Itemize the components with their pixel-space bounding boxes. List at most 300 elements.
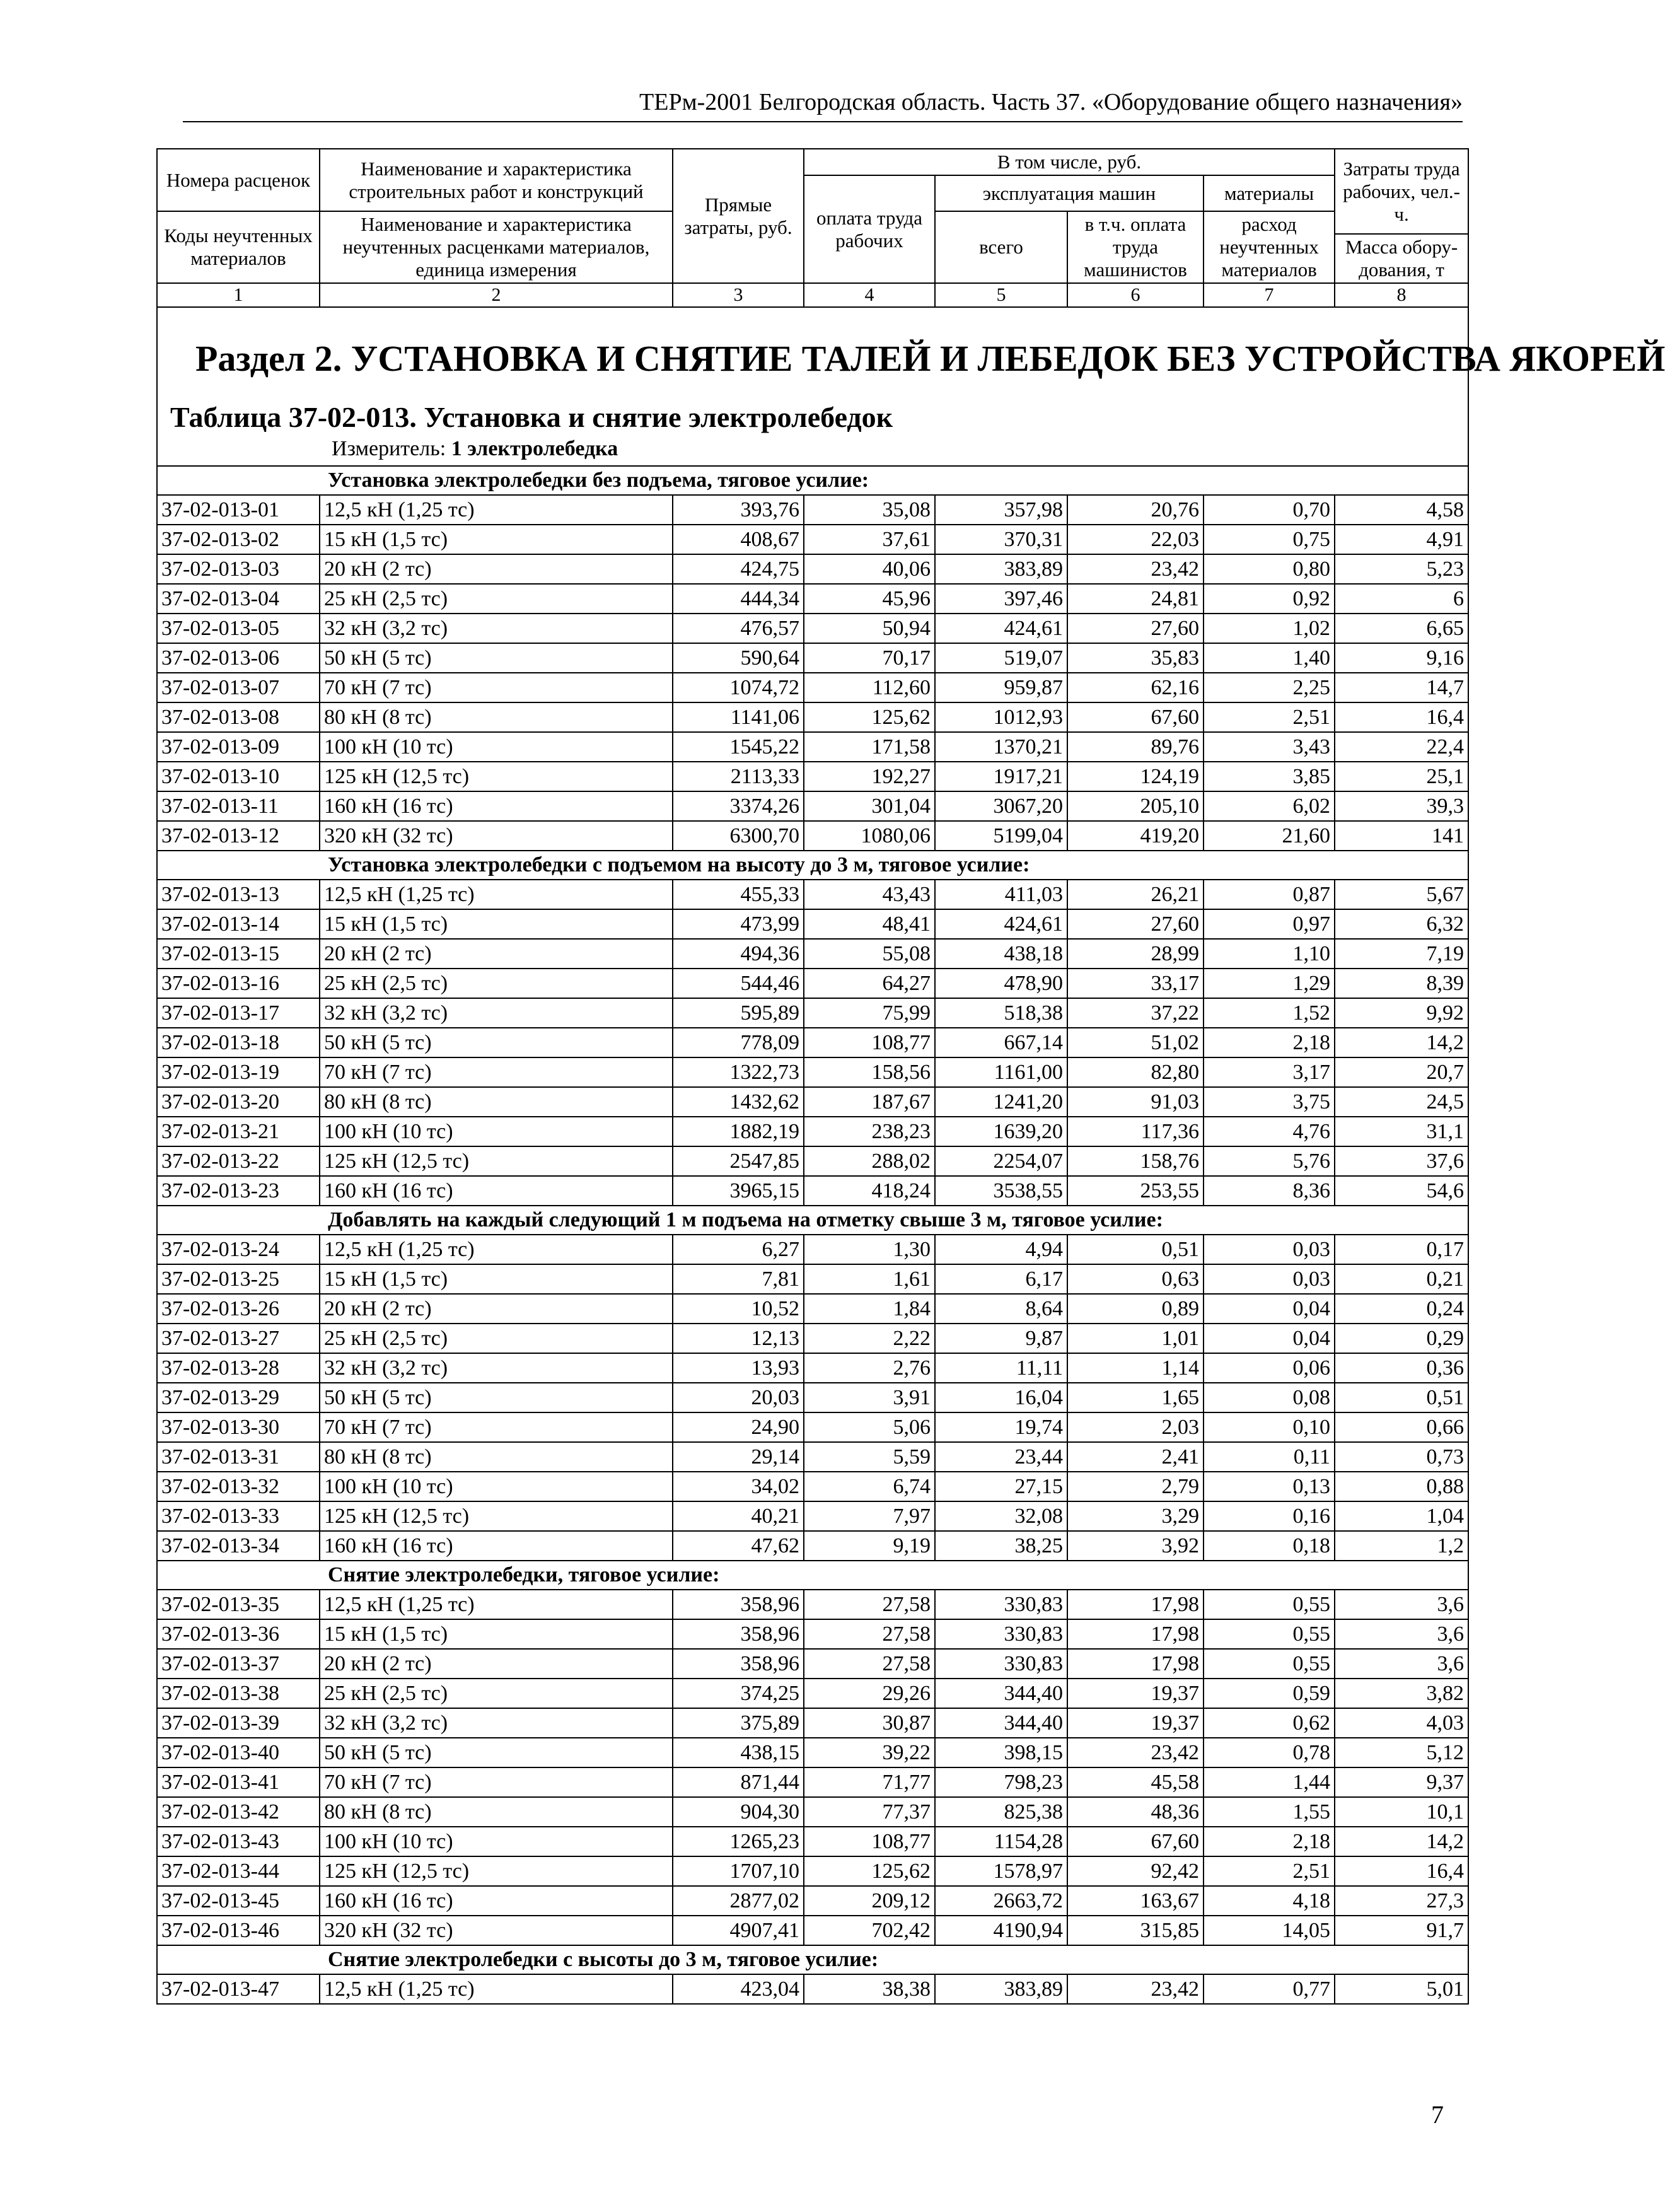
work-name-cell: 15 кН (1,5 тс) xyxy=(320,1264,673,1294)
equipment-mass-cell: 6,32 xyxy=(1335,909,1468,939)
workers-pay-cell: 1080,06 xyxy=(804,821,935,851)
workers-pay-cell: 75,99 xyxy=(804,998,935,1028)
machinists-pay-cell: 19,37 xyxy=(1067,1708,1204,1738)
direct-costs-cell: 408,67 xyxy=(673,525,804,554)
equipment-mass-cell: 6,65 xyxy=(1335,614,1468,643)
rate-code-cell: 37-02-013-04 xyxy=(157,584,320,614)
direct-costs-cell: 1322,73 xyxy=(673,1057,804,1087)
labor-costs-cell: 0,04 xyxy=(1204,1294,1335,1324)
rate-code-cell: 37-02-013-35 xyxy=(157,1590,320,1619)
machine-total-cell: 1917,21 xyxy=(935,762,1067,791)
rate-code-cell: 37-02-013-02 xyxy=(157,525,320,554)
rate-code-cell: 37-02-013-43 xyxy=(157,1827,320,1856)
workers-pay-cell: 50,94 xyxy=(804,614,935,643)
machine-total-cell: 959,87 xyxy=(935,673,1067,702)
direct-costs-cell: 393,76 xyxy=(673,495,804,525)
machine-total-cell: 19,74 xyxy=(935,1412,1067,1442)
work-name-cell: 12,5 кН (1,25 тс) xyxy=(320,1590,673,1619)
labor-costs-cell: 1,44 xyxy=(1204,1767,1335,1797)
rate-code-cell: 37-02-013-42 xyxy=(157,1797,320,1827)
equipment-mass-cell: 7,19 xyxy=(1335,939,1468,969)
machinists-pay-cell: 22,03 xyxy=(1067,525,1204,554)
direct-costs-cell: 6300,70 xyxy=(673,821,804,851)
equipment-mass-cell: 9,37 xyxy=(1335,1767,1468,1797)
direct-costs-cell: 3965,15 xyxy=(673,1176,804,1206)
work-name-cell: 70 кН (7 тс) xyxy=(320,1057,673,1087)
labor-costs-cell: 2,18 xyxy=(1204,1827,1335,1856)
rate-code-cell: 37-02-013-10 xyxy=(157,762,320,791)
work-name-cell: 80 кН (8 тс) xyxy=(320,1442,673,1472)
machinists-pay-cell: 2,03 xyxy=(1067,1412,1204,1442)
equipment-mass-cell: 27,3 xyxy=(1335,1886,1468,1916)
machine-total-cell: 38,25 xyxy=(935,1531,1067,1561)
machinists-pay-cell: 89,76 xyxy=(1067,732,1204,762)
rates-table xyxy=(156,148,1665,2005)
machine-total-cell: 344,40 xyxy=(935,1708,1067,1738)
direct-costs-cell: 476,57 xyxy=(673,614,804,643)
equipment-mass-cell: 8,39 xyxy=(1335,969,1468,998)
workers-pay-cell: 7,97 xyxy=(804,1501,935,1531)
workers-pay-cell: 27,58 xyxy=(804,1590,935,1619)
work-name-cell: 20 кН (2 тс) xyxy=(320,554,673,584)
column-number: 6 xyxy=(1067,283,1204,307)
direct-costs-cell: 358,96 xyxy=(673,1619,804,1649)
machinists-pay-cell: 92,42 xyxy=(1067,1856,1204,1886)
work-name-cell: 25 кН (2,5 тс) xyxy=(320,1324,673,1353)
equipment-mass-cell: 9,92 xyxy=(1335,998,1468,1028)
machinists-pay-cell: 82,80 xyxy=(1067,1057,1204,1087)
table-row xyxy=(157,1619,1468,1649)
table-row xyxy=(157,880,1468,909)
equipment-mass-cell: 14,7 xyxy=(1335,673,1468,702)
work-name-cell: 70 кН (7 тс) xyxy=(320,1767,673,1797)
table-row xyxy=(157,584,1468,614)
labor-costs-cell: 4,76 xyxy=(1204,1117,1335,1146)
machine-total-cell: 27,15 xyxy=(935,1472,1067,1501)
direct-costs-cell: 1707,10 xyxy=(673,1856,804,1886)
equipment-mass-cell: 0,88 xyxy=(1335,1472,1468,1501)
header-direct-costs: Прямые затраты, руб. xyxy=(673,149,804,283)
rate-code-cell: 37-02-013-20 xyxy=(157,1087,320,1117)
table-row xyxy=(157,673,1468,702)
machine-total-cell: 16,04 xyxy=(935,1383,1067,1412)
equipment-mass-cell: 31,1 xyxy=(1335,1117,1468,1146)
rate-code-cell: 37-02-013-06 xyxy=(157,643,320,673)
machine-total-cell: 1639,20 xyxy=(935,1117,1067,1146)
direct-costs-cell: 358,96 xyxy=(673,1590,804,1619)
machinists-pay-cell: 117,36 xyxy=(1067,1117,1204,1146)
workers-pay-cell: 702,42 xyxy=(804,1916,935,1945)
workers-pay-cell: 55,08 xyxy=(804,939,935,969)
machinists-pay-cell: 17,98 xyxy=(1067,1619,1204,1649)
work-name-cell: 100 кН (10 тс) xyxy=(320,1117,673,1146)
labor-costs-cell: 0,87 xyxy=(1204,880,1335,909)
equipment-mass-cell: 22,4 xyxy=(1335,732,1468,762)
direct-costs-cell: 7,81 xyxy=(673,1264,804,1294)
work-name-cell: 80 кН (8 тс) xyxy=(320,1087,673,1117)
machinists-pay-cell: 23,42 xyxy=(1067,1738,1204,1767)
equipment-mass-cell: 0,24 xyxy=(1335,1294,1468,1324)
work-name-cell: 32 кН (3,2 тс) xyxy=(320,614,673,643)
rate-code-cell: 37-02-013-41 xyxy=(157,1767,320,1797)
group-header-row xyxy=(157,1206,1468,1235)
table-row xyxy=(157,1117,1468,1146)
workers-pay-cell: 192,27 xyxy=(804,762,935,791)
work-name-cell: 125 кН (12,5 тс) xyxy=(320,1501,673,1531)
group-title: Добавлять на каждый следующий 1 м подъема на отметку свыше 3 м, тяговое усилие: xyxy=(157,1206,1468,1235)
rate-code-cell: 37-02-013-03 xyxy=(157,554,320,584)
direct-costs-cell: 544,46 xyxy=(673,969,804,998)
column-number: 5 xyxy=(935,283,1067,307)
labor-costs-cell: 0,18 xyxy=(1204,1531,1335,1561)
direct-costs-cell: 13,93 xyxy=(673,1353,804,1383)
equipment-mass-cell: 5,23 xyxy=(1335,554,1468,584)
labor-costs-cell: 3,17 xyxy=(1204,1057,1335,1087)
machine-total-cell: 398,15 xyxy=(935,1738,1067,1767)
direct-costs-cell: 1265,23 xyxy=(673,1827,804,1856)
labor-costs-cell: 1,55 xyxy=(1204,1797,1335,1827)
machine-total-cell: 1012,93 xyxy=(935,702,1067,732)
labor-costs-cell: 0,08 xyxy=(1204,1383,1335,1412)
workers-pay-cell: 70,17 xyxy=(804,643,935,673)
work-name-cell: 100 кН (10 тс) xyxy=(320,732,673,762)
direct-costs-cell: 1432,62 xyxy=(673,1087,804,1117)
labor-costs-cell: 3,43 xyxy=(1204,732,1335,762)
direct-costs-cell: 871,44 xyxy=(673,1767,804,1797)
workers-pay-cell: 1,30 xyxy=(804,1235,935,1264)
direct-costs-cell: 24,90 xyxy=(673,1412,804,1442)
rate-code-cell: 37-02-013-29 xyxy=(157,1383,320,1412)
labor-costs-cell: 0,75 xyxy=(1204,525,1335,554)
equipment-mass-cell: 3,6 xyxy=(1335,1649,1468,1679)
equipment-mass-cell: 37,6 xyxy=(1335,1146,1468,1176)
machine-total-cell: 1241,20 xyxy=(935,1087,1067,1117)
direct-costs-cell: 34,02 xyxy=(673,1472,804,1501)
labor-costs-cell: 0,80 xyxy=(1204,554,1335,584)
work-name-cell: 320 кН (32 тс) xyxy=(320,1916,673,1945)
equipment-mass-cell: 0,51 xyxy=(1335,1383,1468,1412)
table-row xyxy=(157,1916,1468,1945)
rate-code-cell: 37-02-013-46 xyxy=(157,1916,320,1945)
workers-pay-cell: 27,58 xyxy=(804,1619,935,1649)
machinists-pay-cell: 3,92 xyxy=(1067,1531,1204,1561)
table-row xyxy=(157,821,1468,851)
work-name-cell: 25 кН (2,5 тс) xyxy=(320,969,673,998)
equipment-mass-cell: 9,16 xyxy=(1335,643,1468,673)
machinists-pay-cell: 67,60 xyxy=(1067,1827,1204,1856)
work-name-cell: 320 кН (32 тс) xyxy=(320,821,673,851)
workers-pay-cell: 27,58 xyxy=(804,1649,935,1679)
workers-pay-cell: 2,76 xyxy=(804,1353,935,1383)
table-row xyxy=(157,525,1468,554)
machine-total-cell: 519,07 xyxy=(935,643,1067,673)
table-row xyxy=(157,554,1468,584)
labor-costs-cell: 1,10 xyxy=(1204,939,1335,969)
header-unaccounted-name: Наименование и характеристика неучтенных расценками материалов, единица измерения xyxy=(320,211,673,283)
table-row xyxy=(157,1235,1468,1264)
table-title: Таблица 37-02-013. Установка и снятие электролебедок xyxy=(170,401,893,433)
table-row xyxy=(157,1383,1468,1412)
rate-code-cell: 37-02-013-39 xyxy=(157,1708,320,1738)
header-equipment-mass: Масса обору-дования, т xyxy=(1335,234,1468,283)
rate-code-cell: 37-02-013-08 xyxy=(157,702,320,732)
machine-total-cell: 825,38 xyxy=(935,1797,1067,1827)
table-row xyxy=(157,1176,1468,1206)
direct-costs-cell: 10,52 xyxy=(673,1294,804,1324)
machinists-pay-cell: 0,63 xyxy=(1067,1264,1204,1294)
table-body xyxy=(157,307,1665,2004)
table-row xyxy=(157,732,1468,762)
equipment-mass-cell: 0,36 xyxy=(1335,1353,1468,1383)
machine-total-cell: 8,64 xyxy=(935,1294,1067,1324)
machinists-pay-cell: 26,21 xyxy=(1067,880,1204,909)
work-name-cell: 12,5 кН (1,25 тс) xyxy=(320,1974,673,2004)
header-machine-operation: эксплуатация машин xyxy=(935,175,1204,211)
group-header-row xyxy=(157,1945,1468,1974)
direct-costs-cell: 2547,85 xyxy=(673,1146,804,1176)
direct-costs-cell: 4907,41 xyxy=(673,1916,804,1945)
machine-total-cell: 1578,97 xyxy=(935,1856,1067,1886)
machinists-pay-cell: 1,65 xyxy=(1067,1383,1204,1412)
work-name-cell: 160 кН (16 тс) xyxy=(320,1886,673,1916)
direct-costs-cell: 455,33 xyxy=(673,880,804,909)
labor-costs-cell: 0,59 xyxy=(1204,1679,1335,1708)
rate-code-cell: 37-02-013-17 xyxy=(157,998,320,1028)
labor-costs-cell: 5,76 xyxy=(1204,1146,1335,1176)
workers-pay-cell: 238,23 xyxy=(804,1117,935,1146)
workers-pay-cell: 77,37 xyxy=(804,1797,935,1827)
workers-pay-cell: 5,59 xyxy=(804,1442,935,1472)
workers-pay-cell: 158,56 xyxy=(804,1057,935,1087)
machinists-pay-cell: 23,42 xyxy=(1067,1974,1204,2004)
rate-code-cell: 37-02-013-38 xyxy=(157,1679,320,1708)
workers-pay-cell: 3,91 xyxy=(804,1383,935,1412)
equipment-mass-cell: 4,91 xyxy=(1335,525,1468,554)
machine-total-cell: 411,03 xyxy=(935,880,1067,909)
labor-costs-cell: 3,75 xyxy=(1204,1087,1335,1117)
machinists-pay-cell: 17,98 xyxy=(1067,1649,1204,1679)
labor-costs-cell: 0,10 xyxy=(1204,1412,1335,1442)
direct-costs-cell: 1545,22 xyxy=(673,732,804,762)
labor-costs-cell: 1,02 xyxy=(1204,614,1335,643)
workers-pay-cell: 35,08 xyxy=(804,495,935,525)
rate-code-cell: 37-02-013-13 xyxy=(157,880,320,909)
equipment-mass-cell: 1,2 xyxy=(1335,1531,1468,1561)
direct-costs-cell: 40,21 xyxy=(673,1501,804,1531)
work-name-cell: 50 кН (5 тс) xyxy=(320,1028,673,1057)
table-row xyxy=(157,1708,1468,1738)
workers-pay-cell: 71,77 xyxy=(804,1767,935,1797)
column-numbers-row xyxy=(157,283,1468,307)
column-number: 8 xyxy=(1335,283,1468,307)
direct-costs-cell: 2877,02 xyxy=(673,1886,804,1916)
machine-total-cell: 424,61 xyxy=(935,614,1067,643)
equipment-mass-cell: 5,01 xyxy=(1335,1974,1468,2004)
work-name-cell: 100 кН (10 тс) xyxy=(320,1472,673,1501)
machinists-pay-cell: 28,99 xyxy=(1067,939,1204,969)
work-name-cell: 20 кН (2 тс) xyxy=(320,939,673,969)
workers-pay-cell: 108,77 xyxy=(804,1028,935,1057)
machinists-pay-cell: 67,60 xyxy=(1067,702,1204,732)
workers-pay-cell: 64,27 xyxy=(804,969,935,998)
workers-pay-cell: 48,41 xyxy=(804,909,935,939)
section-intro-row xyxy=(157,307,1468,466)
labor-costs-cell: 0,70 xyxy=(1204,495,1335,525)
labor-costs-cell: 0,92 xyxy=(1204,584,1335,614)
workers-pay-cell: 418,24 xyxy=(804,1176,935,1206)
header-unaccounted-codes: Коды неучтенных материалов xyxy=(157,211,320,283)
work-name-cell: 20 кН (2 тс) xyxy=(320,1294,673,1324)
direct-costs-cell: 904,30 xyxy=(673,1797,804,1827)
rate-code-cell: 37-02-013-47 xyxy=(157,1974,320,2004)
workers-pay-cell: 112,60 xyxy=(804,673,935,702)
machinists-pay-cell: 315,85 xyxy=(1067,1916,1204,1945)
equipment-mass-cell: 5,67 xyxy=(1335,880,1468,909)
machine-total-cell: 2663,72 xyxy=(935,1886,1067,1916)
table-row xyxy=(157,1649,1468,1679)
rate-code-cell: 37-02-013-12 xyxy=(157,821,320,851)
labor-costs-cell: 2,18 xyxy=(1204,1028,1335,1057)
table-row xyxy=(157,1797,1468,1827)
group-title: Установка электролебедки без подъема, тяговое усилие: xyxy=(157,466,1468,495)
table-row xyxy=(157,791,1468,821)
machine-total-cell: 32,08 xyxy=(935,1501,1067,1531)
rate-code-cell: 37-02-013-45 xyxy=(157,1886,320,1916)
equipment-mass-cell: 16,4 xyxy=(1335,1856,1468,1886)
table-row xyxy=(157,1353,1468,1383)
labor-costs-cell: 0,16 xyxy=(1204,1501,1335,1531)
table-row xyxy=(157,495,1468,525)
work-name-cell: 25 кН (2,5 тс) xyxy=(320,584,673,614)
table-row xyxy=(157,1057,1468,1087)
workers-pay-cell: 39,22 xyxy=(804,1738,935,1767)
page-frame xyxy=(156,148,1665,2005)
rate-code-cell: 37-02-013-14 xyxy=(157,909,320,939)
table-row xyxy=(157,1442,1468,1472)
header-workers-pay: оплата труда рабочих xyxy=(804,175,935,283)
labor-costs-cell: 0,06 xyxy=(1204,1353,1335,1383)
machinists-pay-cell: 158,76 xyxy=(1067,1146,1204,1176)
work-name-cell: 15 кН (1,5 тс) xyxy=(320,1619,673,1649)
machine-total-cell: 518,38 xyxy=(935,998,1067,1028)
equipment-mass-cell: 6 xyxy=(1335,584,1468,614)
rate-code-cell: 37-02-013-18 xyxy=(157,1028,320,1057)
work-name-cell: 32 кН (3,2 тс) xyxy=(320,998,673,1028)
labor-costs-cell: 2,25 xyxy=(1204,673,1335,702)
table-row xyxy=(157,1028,1468,1057)
workers-pay-cell: 301,04 xyxy=(804,791,935,821)
work-name-cell: 12,5 кН (1,25 тс) xyxy=(320,495,673,525)
machine-total-cell: 383,89 xyxy=(935,554,1067,584)
equipment-mass-cell: 1,04 xyxy=(1335,1501,1468,1531)
equipment-mass-cell: 54,6 xyxy=(1335,1176,1468,1206)
machinists-pay-cell: 51,02 xyxy=(1067,1028,1204,1057)
work-name-cell: 20 кН (2 тс) xyxy=(320,1649,673,1679)
column-number: 2 xyxy=(320,283,673,307)
workers-pay-cell: 38,38 xyxy=(804,1974,935,2004)
header-machinists-pay: в т.ч. оплата труда машинистов xyxy=(1067,211,1204,283)
labor-costs-cell: 0,11 xyxy=(1204,1442,1335,1472)
machine-total-cell: 4,94 xyxy=(935,1235,1067,1264)
work-name-cell: 50 кН (5 тс) xyxy=(320,643,673,673)
machinists-pay-cell: 2,41 xyxy=(1067,1442,1204,1472)
direct-costs-cell: 424,75 xyxy=(673,554,804,584)
table-row xyxy=(157,909,1468,939)
header-including: В том числе, руб. xyxy=(804,149,1335,175)
rate-code-cell: 37-02-013-40 xyxy=(157,1738,320,1767)
direct-costs-cell: 444,34 xyxy=(673,584,804,614)
table-row xyxy=(157,1974,1468,2004)
workers-pay-cell: 2,22 xyxy=(804,1324,935,1353)
table-row xyxy=(157,969,1468,998)
group-header-row xyxy=(157,1561,1468,1590)
work-name-cell: 160 кН (16 тс) xyxy=(320,1531,673,1561)
rate-code-cell: 37-02-013-01 xyxy=(157,495,320,525)
labor-costs-cell: 3,85 xyxy=(1204,762,1335,791)
labor-costs-cell: 0,03 xyxy=(1204,1264,1335,1294)
workers-pay-cell: 5,06 xyxy=(804,1412,935,1442)
equipment-mass-cell: 25,1 xyxy=(1335,762,1468,791)
direct-costs-cell: 20,03 xyxy=(673,1383,804,1412)
table-row xyxy=(157,1324,1468,1353)
work-name-cell: 70 кН (7 тс) xyxy=(320,1412,673,1442)
labor-costs-cell: 4,18 xyxy=(1204,1886,1335,1916)
machinists-pay-cell: 27,60 xyxy=(1067,614,1204,643)
rate-code-cell: 37-02-013-24 xyxy=(157,1235,320,1264)
machinists-pay-cell: 1,01 xyxy=(1067,1324,1204,1353)
workers-pay-cell: 187,67 xyxy=(804,1087,935,1117)
table-row xyxy=(157,1531,1468,1561)
header-rate-numbers: Номера расценок xyxy=(157,149,320,211)
machine-total-cell: 424,61 xyxy=(935,909,1067,939)
table-row xyxy=(157,1146,1468,1176)
rate-code-cell: 37-02-013-36 xyxy=(157,1619,320,1649)
work-name-cell: 32 кН (3,2 тс) xyxy=(320,1708,673,1738)
direct-costs-cell: 6,27 xyxy=(673,1235,804,1264)
table-row xyxy=(157,1412,1468,1442)
page-number: 7 xyxy=(1431,2100,1444,2129)
group-title: Установка электролебедки с подъемом на высоту до 3 м, тяговое усилие: xyxy=(157,851,1468,880)
table-row xyxy=(157,1294,1468,1324)
work-name-cell: 15 кН (1,5 тс) xyxy=(320,909,673,939)
rate-code-cell: 37-02-013-33 xyxy=(157,1501,320,1531)
work-name-cell: 80 кН (8 тс) xyxy=(320,702,673,732)
machinists-pay-cell: 253,55 xyxy=(1067,1176,1204,1206)
direct-costs-cell: 29,14 xyxy=(673,1442,804,1472)
machinists-pay-cell: 23,42 xyxy=(1067,554,1204,584)
table-row xyxy=(157,1827,1468,1856)
header-materials: материалы xyxy=(1204,175,1335,211)
table-row xyxy=(157,1590,1468,1619)
equipment-mass-cell: 4,03 xyxy=(1335,1708,1468,1738)
rate-code-cell: 37-02-013-28 xyxy=(157,1353,320,1383)
machinists-pay-cell: 62,16 xyxy=(1067,673,1204,702)
rate-code-cell: 37-02-013-16 xyxy=(157,969,320,998)
column-number: 4 xyxy=(804,283,935,307)
machinists-pay-cell: 124,19 xyxy=(1067,762,1204,791)
column-number: 1 xyxy=(157,283,320,307)
equipment-mass-cell: 0,73 xyxy=(1335,1442,1468,1472)
direct-costs-cell: 3374,26 xyxy=(673,791,804,821)
rate-code-cell: 37-02-013-37 xyxy=(157,1649,320,1679)
machine-total-cell: 9,87 xyxy=(935,1324,1067,1353)
machinists-pay-cell: 17,98 xyxy=(1067,1590,1204,1619)
direct-costs-cell: 590,64 xyxy=(673,643,804,673)
work-name-cell: 160 кН (16 тс) xyxy=(320,791,673,821)
workers-pay-cell: 43,43 xyxy=(804,880,935,909)
machine-total-cell: 330,83 xyxy=(935,1590,1067,1619)
labor-costs-cell: 0,55 xyxy=(1204,1649,1335,1679)
